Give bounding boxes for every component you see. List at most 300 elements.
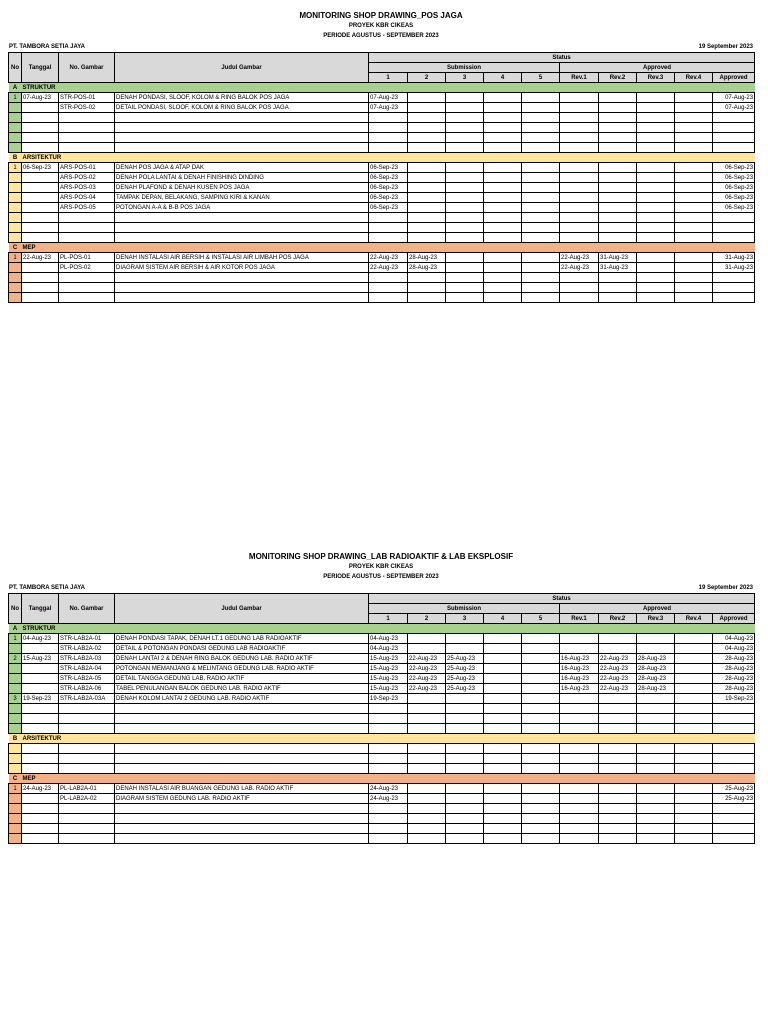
- col-header-tanggal: Tanggal: [22, 594, 59, 624]
- row-tanggal: 19-Sep-23: [22, 694, 59, 704]
- row-submission-5: [522, 644, 560, 654]
- row-rev-1: [560, 784, 599, 794]
- table-row-empty: [9, 133, 755, 143]
- row-judul: DENAH PONDASI, SLOOF, KOLOM & RING BALOK POS JAGA: [115, 93, 369, 103]
- col-header-submission-3: 3: [446, 614, 484, 624]
- row-submission-5: [522, 183, 560, 193]
- row-approved: 07-Aug-23: [713, 93, 755, 103]
- table-row: [9, 93, 755, 103]
- empty-cell: [408, 273, 446, 283]
- empty-cell: [713, 233, 755, 243]
- row-submission-4: [484, 183, 522, 193]
- row-rev-1: [560, 183, 599, 193]
- table-row: [9, 694, 755, 704]
- row-judul: DIAGRAM SISTEM AIR BERSIH & AIR KOTOR POS JAGA: [115, 263, 369, 273]
- row-approved: 28-Aug-23: [713, 654, 755, 664]
- row-rev-4: [675, 654, 713, 664]
- col-header-submission-4: 4: [484, 73, 522, 83]
- empty-cell: [599, 113, 637, 123]
- empty-cell: [713, 123, 755, 133]
- empty-cell: [115, 293, 369, 303]
- row-submission-2: 22-Aug-23: [408, 654, 446, 664]
- row-submission-3: [446, 203, 484, 213]
- table-row-empty: [9, 283, 755, 293]
- empty-cell: [484, 824, 522, 834]
- empty-cell: [484, 804, 522, 814]
- row-rev-2: [599, 93, 637, 103]
- empty-cell: [369, 804, 408, 814]
- empty-cell: [599, 213, 637, 223]
- empty-cell: [560, 704, 599, 714]
- col-header-rev-2: Rev.2: [599, 73, 637, 83]
- empty-cell: [522, 834, 560, 844]
- table-row-empty: [9, 293, 755, 303]
- row-submission-2: [408, 694, 446, 704]
- empty-cell: [713, 814, 755, 824]
- empty-cell: [22, 814, 59, 824]
- row-rev-3: [637, 173, 675, 183]
- section-row: [9, 83, 755, 93]
- company-name: PT. TAMBORA SETIA JAYA: [9, 44, 86, 50]
- empty-cell: [484, 133, 522, 143]
- empty-cell: [446, 113, 484, 123]
- empty-cell: [59, 293, 115, 303]
- empty-cell: [22, 273, 59, 283]
- table-row-empty: [9, 143, 755, 153]
- empty-cell: [560, 213, 599, 223]
- row-rev-2: [599, 784, 637, 794]
- empty-cell: [446, 824, 484, 834]
- empty-cell: [408, 133, 446, 143]
- row-submission-5: [522, 634, 560, 644]
- row-submission-3: 25-Aug-23: [446, 674, 484, 684]
- row-rev-4: [675, 684, 713, 694]
- row-rev-4: [675, 103, 713, 113]
- col-header-rev-4: Rev.4: [675, 73, 713, 83]
- row-tanggal: [22, 263, 59, 273]
- row-no: 2: [9, 654, 22, 664]
- row-judul: DETAIL PONDASI, SLOOF, KOLOM & RING BALOK POS JAGA: [115, 103, 369, 113]
- row-submission-2: [408, 93, 446, 103]
- empty-cell: [637, 223, 675, 233]
- row-rev-2: [599, 173, 637, 183]
- empty-cell: [59, 834, 115, 844]
- empty-cell: [713, 143, 755, 153]
- table-row-empty: [9, 714, 755, 724]
- row-rev-2: [599, 644, 637, 654]
- row-submission-4: [484, 784, 522, 794]
- row-rev-3: [637, 183, 675, 193]
- empty-cell: [408, 213, 446, 223]
- empty-cell: [115, 223, 369, 233]
- empty-cell: [9, 113, 22, 123]
- empty-cell: [9, 804, 22, 814]
- empty-cell: [599, 143, 637, 153]
- empty-cell: [522, 283, 560, 293]
- row-rev-2: [599, 183, 637, 193]
- row-judul: DENAH INSTALASI AIR BERSIH & INSTALASI AIR LIMBAH POS JAGA: [115, 253, 369, 263]
- col-header-rev-1: Rev.1: [560, 614, 599, 624]
- row-tanggal: 04-Aug-23: [22, 634, 59, 644]
- empty-cell: [675, 704, 713, 714]
- row-judul: DENAH POLA LANTAI & DENAH FINISHING DINDING: [115, 173, 369, 183]
- empty-cell: [59, 233, 115, 243]
- empty-cell: [408, 233, 446, 243]
- empty-cell: [599, 133, 637, 143]
- row-rev-1: 22-Aug-23: [560, 263, 599, 273]
- empty-cell: [369, 283, 408, 293]
- row-rev-3: [637, 253, 675, 263]
- empty-cell: [59, 724, 115, 734]
- row-no-gambar: ARS-POS-05: [59, 203, 115, 213]
- empty-cell: [675, 133, 713, 143]
- empty-cell: [115, 283, 369, 293]
- section-code: C: [9, 243, 22, 253]
- empty-cell: [484, 273, 522, 283]
- empty-cell: [115, 824, 369, 834]
- empty-cell: [675, 143, 713, 153]
- row-submission-3: [446, 794, 484, 804]
- row-judul: DENAH KOLOM LANTAI 2 GEDUNG LAB. RADIO AKTIF: [115, 694, 369, 704]
- empty-cell: [115, 744, 369, 754]
- sheet-title: MONITORING SHOP DRAWING_POS JAGA: [299, 11, 463, 20]
- empty-cell: [599, 754, 637, 764]
- table-row-empty: [9, 754, 755, 764]
- row-approved: 28-Aug-23: [713, 674, 755, 684]
- row-submission-2: [408, 794, 446, 804]
- col-header-no: No: [9, 53, 22, 83]
- empty-cell: [599, 804, 637, 814]
- row-rev-4: [675, 794, 713, 804]
- empty-cell: [522, 714, 560, 724]
- col-header-submission-1: 1: [369, 73, 408, 83]
- empty-cell: [408, 824, 446, 834]
- empty-cell: [59, 764, 115, 774]
- empty-cell: [713, 293, 755, 303]
- row-rev-2: 31-Aug-23: [599, 263, 637, 273]
- empty-cell: [408, 754, 446, 764]
- empty-cell: [408, 113, 446, 123]
- row-no-gambar: ARS-POS-04: [59, 193, 115, 203]
- row-judul: DIAGRAM SISTEM GEDUNG LAB. RADIO AKTIF: [115, 794, 369, 804]
- row-submission-4: [484, 163, 522, 173]
- empty-cell: [675, 233, 713, 243]
- row-submission-4: [484, 644, 522, 654]
- empty-cell: [560, 113, 599, 123]
- empty-cell: [369, 764, 408, 774]
- row-rev-1: [560, 203, 599, 213]
- row-submission-5: [522, 93, 560, 103]
- col-header-tanggal: Tanggal: [22, 53, 59, 83]
- section-code: B: [9, 734, 22, 744]
- row-tanggal: [22, 644, 59, 654]
- row-tanggal: 06-Sep-23: [22, 163, 59, 173]
- empty-cell: [59, 714, 115, 724]
- row-no-gambar: STR-POS-01: [59, 93, 115, 103]
- empty-cell: [59, 824, 115, 834]
- row-tanggal: [22, 193, 59, 203]
- row-approved: 06-Sep-23: [713, 203, 755, 213]
- empty-cell: [22, 123, 59, 133]
- empty-cell: [59, 754, 115, 764]
- row-rev-1: 16-Aug-23: [560, 684, 599, 694]
- empty-cell: [713, 804, 755, 814]
- col-header-approved: Approved: [713, 73, 755, 83]
- row-tanggal: 22-Aug-23: [22, 253, 59, 263]
- empty-cell: [599, 293, 637, 303]
- row-tanggal: [22, 684, 59, 694]
- empty-cell: [637, 724, 675, 734]
- row-no: 1: [9, 163, 22, 173]
- empty-cell: [713, 714, 755, 724]
- empty-cell: [522, 223, 560, 233]
- row-no-gambar: STR-LAB2A-01: [59, 634, 115, 644]
- empty-cell: [560, 714, 599, 724]
- empty-cell: [446, 704, 484, 714]
- empty-cell: [560, 724, 599, 734]
- empty-cell: [713, 744, 755, 754]
- row-rev-4: [675, 664, 713, 674]
- row-submission-1: 06-Sep-23: [369, 183, 408, 193]
- row-rev-2: 22-Aug-23: [599, 674, 637, 684]
- table-row: [9, 253, 755, 263]
- col-header-no-gambar: No. Gambar: [59, 53, 115, 83]
- section-row: [9, 153, 755, 163]
- empty-cell: [59, 704, 115, 714]
- row-rev-4: [675, 694, 713, 704]
- empty-cell: [446, 213, 484, 223]
- row-tanggal: [22, 203, 59, 213]
- section-row: [9, 774, 755, 784]
- row-rev-4: [675, 163, 713, 173]
- row-submission-2: 22-Aug-23: [408, 664, 446, 674]
- row-rev-2: [599, 193, 637, 203]
- row-rev-3: [637, 203, 675, 213]
- empty-cell: [408, 293, 446, 303]
- empty-cell: [522, 273, 560, 283]
- col-header-status: Status: [369, 594, 755, 604]
- row-rev-1: [560, 173, 599, 183]
- row-submission-4: [484, 654, 522, 664]
- table-row: [9, 183, 755, 193]
- table-row: [9, 674, 755, 684]
- empty-cell: [408, 123, 446, 133]
- col-header-submission: Submission: [369, 63, 560, 73]
- row-tanggal: [22, 173, 59, 183]
- row-judul: DENAH PLAFOND & DENAH KUSEN POS JAGA: [115, 183, 369, 193]
- empty-cell: [22, 704, 59, 714]
- row-submission-3: [446, 784, 484, 794]
- empty-cell: [369, 273, 408, 283]
- row-rev-2: [599, 203, 637, 213]
- row-submission-1: 24-Aug-23: [369, 794, 408, 804]
- table-row: [9, 794, 755, 804]
- empty-cell: [115, 754, 369, 764]
- empty-cell: [713, 273, 755, 283]
- empty-cell: [59, 804, 115, 814]
- project-name: PROYEK KBR CIKEAS: [348, 564, 414, 570]
- empty-cell: [675, 123, 713, 133]
- row-submission-1: 07-Aug-23: [369, 103, 408, 113]
- period: PERIODE AGUSTUS - SEPTEMBER 2023: [323, 33, 439, 39]
- empty-cell: [369, 704, 408, 714]
- row-submission-3: [446, 263, 484, 273]
- empty-cell: [446, 814, 484, 824]
- empty-cell: [408, 814, 446, 824]
- empty-cell: [446, 223, 484, 233]
- table-row-empty: [9, 764, 755, 774]
- empty-cell: [675, 714, 713, 724]
- row-rev-3: [637, 193, 675, 203]
- empty-cell: [22, 754, 59, 764]
- empty-cell: [408, 704, 446, 714]
- row-rev-1: [560, 163, 599, 173]
- empty-cell: [484, 143, 522, 153]
- empty-cell: [560, 764, 599, 774]
- empty-cell: [522, 133, 560, 143]
- row-rev-4: [675, 203, 713, 213]
- table-row: [9, 634, 755, 644]
- empty-cell: [115, 213, 369, 223]
- row-approved: 28-Aug-23: [713, 664, 755, 674]
- row-submission-1: 15-Aug-23: [369, 674, 408, 684]
- row-no: [9, 674, 22, 684]
- empty-cell: [522, 113, 560, 123]
- col-header-no-gambar: No. Gambar: [59, 594, 115, 624]
- empty-cell: [115, 704, 369, 714]
- empty-cell: [560, 804, 599, 814]
- empty-cell: [446, 233, 484, 243]
- empty-cell: [446, 714, 484, 724]
- empty-cell: [484, 283, 522, 293]
- empty-cell: [637, 804, 675, 814]
- empty-cell: [675, 804, 713, 814]
- empty-cell: [713, 223, 755, 233]
- row-no-gambar: STR-LAB2A-06: [59, 684, 115, 694]
- empty-cell: [369, 724, 408, 734]
- empty-cell: [560, 834, 599, 844]
- section-code: B: [9, 153, 22, 163]
- row-submission-2: [408, 163, 446, 173]
- empty-cell: [484, 704, 522, 714]
- empty-cell: [637, 133, 675, 143]
- empty-cell: [446, 123, 484, 133]
- section-row: [9, 243, 755, 253]
- row-submission-4: [484, 103, 522, 113]
- empty-cell: [9, 834, 22, 844]
- table-row-empty: [9, 834, 755, 844]
- empty-cell: [675, 213, 713, 223]
- col-header-approved-group: Approved: [560, 604, 755, 614]
- row-no: 3: [9, 694, 22, 704]
- row-no: 1: [9, 634, 22, 644]
- row-no-gambar: STR-LAB2A-05: [59, 674, 115, 684]
- empty-cell: [560, 143, 599, 153]
- row-submission-5: [522, 263, 560, 273]
- empty-cell: [675, 764, 713, 774]
- empty-cell: [9, 123, 22, 133]
- empty-cell: [408, 223, 446, 233]
- empty-cell: [408, 143, 446, 153]
- empty-cell: [599, 273, 637, 283]
- empty-cell: [9, 814, 22, 824]
- row-rev-3: 28-Aug-23: [637, 674, 675, 684]
- row-submission-1: 15-Aug-23: [369, 664, 408, 674]
- row-submission-3: [446, 193, 484, 203]
- row-submission-4: [484, 173, 522, 183]
- table-row-empty: [9, 724, 755, 734]
- empty-cell: [599, 824, 637, 834]
- row-no: [9, 173, 22, 183]
- row-rev-2: [599, 694, 637, 704]
- col-header-submission-5: 5: [522, 614, 560, 624]
- table-row: [9, 654, 755, 664]
- table-row: [9, 784, 755, 794]
- row-rev-1: 16-Aug-23: [560, 674, 599, 684]
- empty-cell: [9, 724, 22, 734]
- empty-cell: [637, 113, 675, 123]
- empty-cell: [713, 213, 755, 223]
- empty-cell: [713, 704, 755, 714]
- empty-cell: [369, 123, 408, 133]
- row-rev-4: [675, 634, 713, 644]
- empty-cell: [484, 744, 522, 754]
- row-judul: TAMPAK DEPAN, BELAKANG, SAMPING KIRI & KANAN: [115, 193, 369, 203]
- empty-cell: [22, 143, 59, 153]
- row-submission-5: [522, 794, 560, 804]
- row-rev-2: 31-Aug-23: [599, 253, 637, 263]
- drawing-table: [8, 52, 755, 303]
- row-submission-5: [522, 203, 560, 213]
- row-submission-5: [522, 193, 560, 203]
- empty-cell: [599, 714, 637, 724]
- row-approved: 06-Sep-23: [713, 193, 755, 203]
- empty-cell: [59, 744, 115, 754]
- empty-cell: [408, 714, 446, 724]
- empty-cell: [408, 283, 446, 293]
- empty-cell: [369, 223, 408, 233]
- row-no: [9, 664, 22, 674]
- col-header-rev-2: Rev.2: [599, 614, 637, 624]
- empty-cell: [22, 744, 59, 754]
- empty-cell: [9, 714, 22, 724]
- row-submission-5: [522, 694, 560, 704]
- row-rev-3: [637, 694, 675, 704]
- empty-cell: [446, 754, 484, 764]
- empty-cell: [560, 293, 599, 303]
- empty-cell: [560, 273, 599, 283]
- row-submission-1: 24-Aug-23: [369, 784, 408, 794]
- empty-cell: [560, 824, 599, 834]
- empty-cell: [522, 213, 560, 223]
- empty-cell: [369, 293, 408, 303]
- row-submission-5: [522, 674, 560, 684]
- row-rev-1: 16-Aug-23: [560, 664, 599, 674]
- row-submission-5: [522, 173, 560, 183]
- table-row: [9, 173, 755, 183]
- empty-cell: [713, 133, 755, 143]
- row-submission-4: [484, 203, 522, 213]
- row-approved: 31-Aug-23: [713, 263, 755, 273]
- empty-cell: [637, 213, 675, 223]
- row-rev-1: 16-Aug-23: [560, 654, 599, 664]
- table-row: [9, 193, 755, 203]
- col-header-submission-5: 5: [522, 73, 560, 83]
- empty-cell: [484, 123, 522, 133]
- empty-cell: [560, 283, 599, 293]
- row-submission-5: [522, 784, 560, 794]
- empty-cell: [59, 213, 115, 223]
